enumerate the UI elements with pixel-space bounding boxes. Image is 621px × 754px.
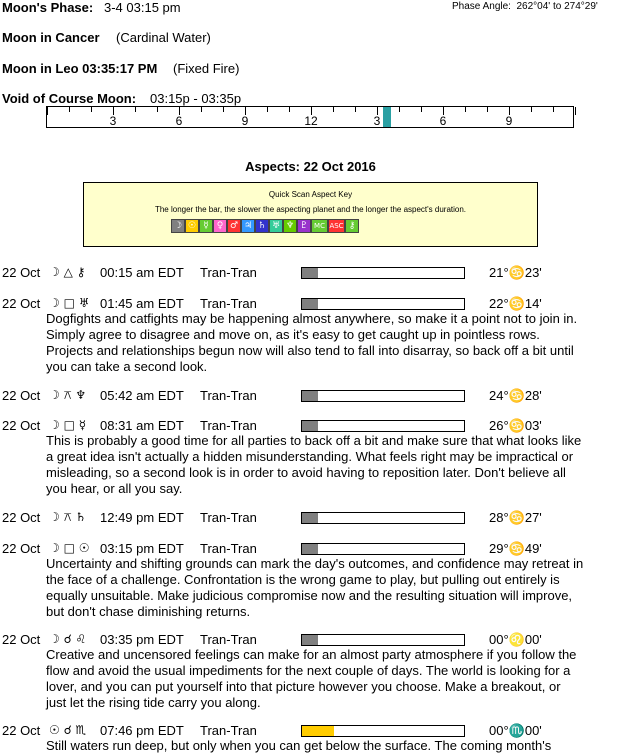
moon-phase-value: 3-4 03:15 pm — [104, 0, 181, 15]
aspect-description-line: Dogfights and catfights may be happening almost anywhere, so make it a point not to join in. — [46, 311, 578, 326]
aspect-date: 22 Oct — [2, 388, 41, 403]
aspect-glyphs: ☽ □ ♅ — [49, 296, 90, 310]
key-planet-chips — [171, 219, 359, 233]
timeline-tick-label: 6 — [175, 114, 183, 128]
aspect-type: Tran-Tran — [200, 723, 257, 738]
timeline-tick — [91, 107, 92, 112]
key-chip: ⚷ — [345, 219, 359, 233]
key-chip: ♃ — [241, 219, 255, 233]
moon-in-cancer-label: Moon in Cancer — [2, 30, 100, 45]
timeline-tick-label: 3 — [373, 114, 381, 128]
key-chip: ♄ — [255, 219, 269, 233]
aspect-position: 24°♋28' — [489, 388, 542, 403]
aspect-description-line: Simply agree to disagree and move on, as it's easy to get caught up in pointless rows. — [46, 327, 540, 342]
timeline-tick-label: 3 — [109, 114, 117, 128]
aspect-duration-bar — [301, 725, 465, 737]
aspect-glyphs: ☽ ⚻ ♄ — [49, 510, 87, 524]
timeline-tick — [487, 107, 488, 112]
aspect-description — [46, 556, 616, 620]
aspects-title: Aspects: 22 Oct 2016 — [245, 159, 376, 174]
aspect-type: Tran-Tran — [200, 388, 257, 403]
timeline-tick-label: 9 — [505, 114, 513, 128]
aspect-description-line: a great idea isn't actually a hidden misunderstanding. What feels right may be impractical or — [46, 449, 574, 464]
aspect-time: 12:49 pm EDT — [100, 510, 184, 525]
timeline-tick — [355, 107, 356, 112]
aspect-duration-fill — [302, 726, 334, 736]
aspect-duration-fill — [302, 635, 318, 645]
aspect-description-line: but don't chase diminishing returns. — [46, 604, 251, 619]
aspect-duration-fill — [302, 544, 318, 554]
aspect-description-line: This is probably a good time for all parties to back off a bit and make sure that what looks like — [46, 433, 582, 448]
key-title: Quick Scan Aspect Key — [268, 190, 353, 199]
key-chip: ☉ — [185, 219, 199, 233]
key-chip: ASC — [328, 219, 345, 233]
aspect-time: 00:15 am EDT — [100, 265, 184, 280]
aspect-type: Tran-Tran — [200, 265, 257, 280]
aspect-description-line: Uncertainty and shifting grounds can mark the day's outcomes, and confidence may retreat in — [46, 556, 584, 571]
timeline-tick — [465, 107, 466, 112]
aspect-date: 22 Oct — [2, 265, 41, 280]
aspect-duration-bar — [301, 634, 465, 646]
aspect-glyphs: ☽ △ ⚷ — [49, 265, 86, 279]
timeline-tick — [135, 107, 136, 112]
key-chip: ♀ — [213, 219, 227, 233]
timeline-tick-label: 9 — [241, 114, 249, 128]
aspect-description-line: the face of a challenge. Confrontation is the wrong game to play, but pulling out entirely is — [46, 572, 560, 587]
aspect-date: 22 Oct — [2, 541, 41, 556]
aspect-duration-fill — [302, 391, 318, 401]
timeline-tick — [223, 107, 224, 112]
aspect-description-line: Projects and relationships begun now will also tend to fall into disarray, so back off a bit until — [46, 343, 574, 358]
moon-in-leo-quality: (Fixed Fire) — [173, 61, 240, 76]
timeline-tick — [399, 107, 400, 112]
aspect-type: Tran-Tran — [200, 541, 257, 556]
timeline-tick — [47, 107, 48, 115]
aspect-description — [46, 311, 616, 375]
moon-in-cancer-quality: (Cardinal Water) — [116, 30, 211, 45]
aspect-type: Tran-Tran — [200, 510, 257, 525]
timeline-tick — [553, 107, 554, 112]
aspect-date: 22 Oct — [2, 296, 41, 311]
aspect-time: 08:31 am EDT — [100, 418, 184, 433]
aspect-description-line: Creative and uncensored feelings can make for an almost party atmosphere if you follow the — [46, 647, 577, 662]
void-of-course-timeline — [46, 106, 574, 128]
aspect-duration-bar — [301, 390, 465, 402]
timeline-tick-label: 6 — [439, 114, 447, 128]
void-of-course-highlight — [383, 107, 391, 127]
aspect-type: Tran-Tran — [200, 296, 257, 311]
key-chip: ♇ — [297, 219, 311, 233]
aspect-duration-bar — [301, 543, 465, 555]
aspect-glyphs: ☉ ☌ ♏ — [49, 723, 87, 737]
aspect-description-line: lover, and you can put yourself into that picture however you choose. Make a breakout, or — [46, 679, 561, 694]
key-chip: ♅ — [269, 219, 283, 233]
key-chip: ☽ — [171, 219, 185, 233]
timeline-tick — [267, 107, 268, 112]
timeline-tick — [333, 107, 334, 112]
aspect-description-line: Still waters run deep, but only when you can get below the surface. The coming month's — [46, 738, 552, 753]
key-subtitle: The longer the bar, the slower the aspecting planet and the longer the aspect's duration. — [154, 205, 467, 214]
aspect-time: 07:46 pm EDT — [100, 723, 184, 738]
aspect-duration-fill — [302, 421, 318, 431]
moon-in-leo-label: Moon in Leo 03:35:17 PM — [2, 61, 158, 76]
aspect-time: 05:42 am EDT — [100, 388, 184, 403]
aspect-duration-bar — [301, 420, 465, 432]
aspect-duration-bar — [301, 512, 465, 524]
aspect-time: 03:15 pm EDT — [100, 541, 184, 556]
aspect-date: 22 Oct — [2, 510, 41, 525]
aspect-description-line: you hear, or all you say. — [46, 481, 183, 496]
aspect-time: 03:35 pm EDT — [100, 632, 184, 647]
key-chip: ♆ — [283, 219, 297, 233]
aspect-description — [46, 647, 616, 711]
timeline-tick — [69, 107, 70, 112]
quick-scan-aspect-key — [83, 182, 538, 247]
moon-phase-label: Moon's Phase: — [2, 0, 94, 15]
aspect-duration-bar — [301, 267, 465, 279]
aspect-position: 00°♌00' — [489, 632, 542, 647]
timeline-tick — [531, 107, 532, 112]
aspect-position: 00°♏00' — [489, 723, 542, 738]
void-of-course-value: 03:15p - 03:35p — [150, 91, 242, 106]
aspect-description-line: misleading, so a second look is in order to avoid having to reposition later. Don't believe all — [46, 465, 566, 480]
key-chip: ♂ — [227, 219, 241, 233]
timeline-tick — [201, 107, 202, 112]
phase-angle-label: Phase Angle: — [452, 1, 511, 12]
aspect-duration-fill — [302, 268, 318, 278]
aspect-type: Tran-Tran — [200, 418, 257, 433]
aspect-position: 26°♋03' — [489, 418, 542, 433]
aspect-duration-fill — [302, 299, 318, 309]
aspect-description-line: equally unsuitable. Make judicious compromise now and the resulting situation will improve, — [46, 588, 573, 603]
aspect-date: 22 Oct — [2, 723, 41, 738]
aspect-description — [46, 433, 616, 497]
phase-angle — [452, 1, 598, 12]
aspect-description-line: flow and avoid the usual impediments for the next couple of days. The world is looking for a — [46, 663, 571, 678]
timeline-tick — [157, 107, 158, 112]
key-chip: MC — [311, 219, 328, 233]
aspect-position: 28°♋27' — [489, 510, 542, 525]
aspect-position: 29°♋49' — [489, 541, 542, 556]
aspect-glyphs: ☽ □ ☉ — [49, 541, 90, 555]
timeline-tick — [289, 107, 290, 112]
timeline-tick-label: 12 — [304, 114, 318, 128]
aspect-description-line: you can take a second look. — [46, 359, 208, 374]
aspect-position: 21°♋23' — [489, 265, 542, 280]
void-of-course-label: Void of Course Moon: — [2, 91, 137, 106]
aspect-date: 22 Oct — [2, 418, 41, 433]
aspect-duration-fill — [302, 513, 318, 523]
aspect-time: 01:45 am EDT — [100, 296, 184, 311]
aspect-glyphs: ☽ □ ☿ — [49, 418, 87, 432]
key-chip: ☿ — [199, 219, 213, 233]
aspect-glyphs: ☽ ⚻ ♆ — [49, 388, 87, 402]
aspect-position: 22°♋14' — [489, 296, 542, 311]
timeline-tick — [575, 107, 576, 115]
aspect-description-line: just let the rising tide carry you along. — [46, 695, 261, 710]
aspect-date: 22 Oct — [2, 632, 41, 647]
aspect-type: Tran-Tran — [200, 632, 257, 647]
timeline-tick — [421, 107, 422, 112]
aspect-glyphs: ☽ ☌ ♌ — [49, 632, 87, 646]
aspect-duration-bar — [301, 298, 465, 310]
phase-angle-value: 262°04' to 274°29' — [516, 1, 598, 12]
